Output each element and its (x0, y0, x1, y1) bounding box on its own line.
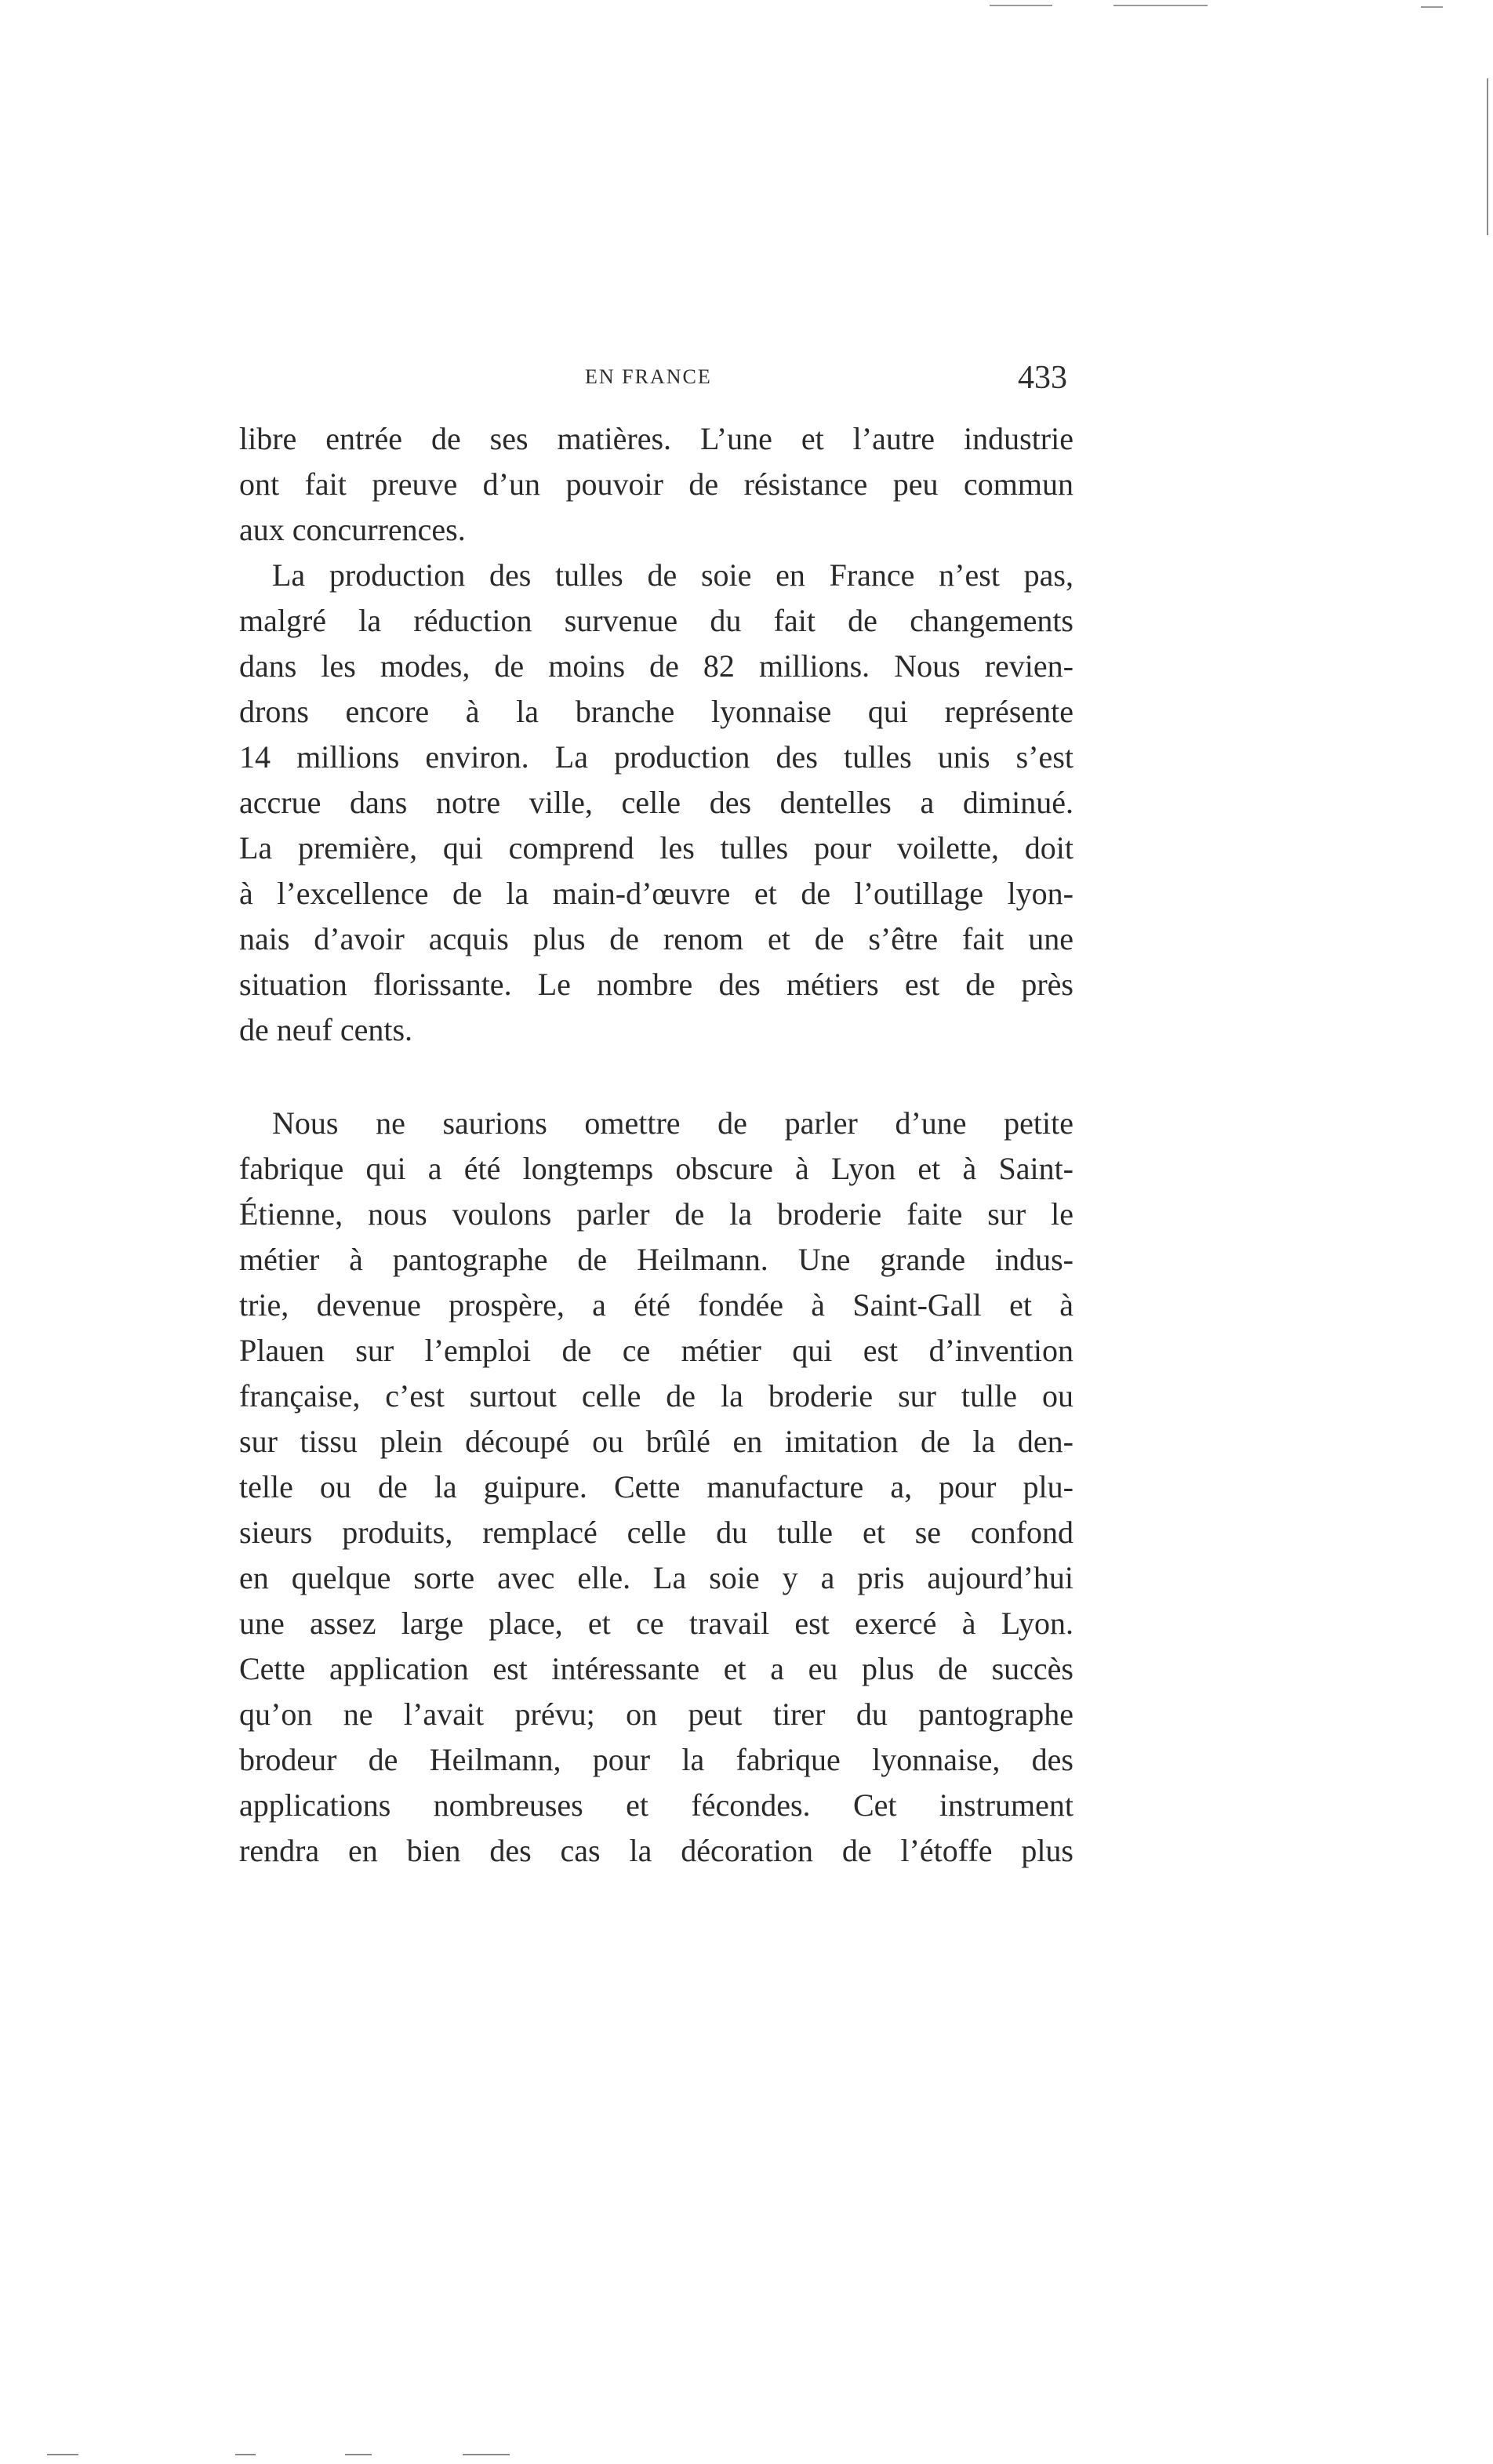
text-line: La production des tulles de soie en France n’est pas, (272, 557, 1073, 593)
scan-edge-mark (47, 2454, 78, 2455)
text-line: fabrique qui a été longtemps obscure à Lyon et à Saint- (239, 1151, 1073, 1186)
text-line: une assez large place, et ce travail est exercé à Lyon. (239, 1606, 1073, 1641)
text-line: aux concurrences. (239, 512, 466, 547)
text-line: situation florissante. Le nombre des métiers est de près (239, 967, 1073, 1002)
text-line: drons encore à la branche lyonnaise qui représente (239, 694, 1073, 729)
text-line: trie, devenue prospère, a été fondée à Saint-Gall et à (239, 1287, 1073, 1323)
scan-edge-mark (1487, 78, 1488, 235)
text-line: métier à pantographe de Heilmann. Une grande indus- (239, 1242, 1073, 1277)
text-line: ont fait preuve d’un pouvoir de résistance peu commun (239, 466, 1073, 502)
page-number: 433 (1018, 360, 1067, 396)
text-line: Cette application est intéressante et a eu plus de succès (239, 1651, 1073, 1686)
text-line: Étienne, nous voulons parler de la broderie faite sur le (239, 1196, 1073, 1232)
text-line: nais d’avoir acquis plus de renom et de s’être fait une (239, 921, 1073, 956)
scan-edge-mark (1421, 6, 1443, 8)
scan-edge-mark (345, 2454, 372, 2455)
text-line: Plauen sur l’emploi de ce métier qui est d’invention (239, 1333, 1073, 1368)
text-line: qu’on ne l’avait prévu; on peut tirer du pantographe (239, 1696, 1073, 1732)
text-line: 14 millions environ. La production des tulles unis s’est (239, 739, 1073, 775)
text-line: Nous ne saurions omettre de parler d’une petite (272, 1105, 1073, 1141)
paragraph-1 (239, 416, 1073, 1053)
text-line: libre entrée de ses matières. L’une et l’autre industrie (239, 421, 1073, 456)
text-line: accrue dans notre ville, celle des dentelles a diminué. (239, 785, 1073, 820)
text-line: La première, qui comprend les tulles pour voilette, doit (239, 830, 1073, 865)
text-line: à l’excellence de la main-d’œuvre et de l’outillage lyon- (239, 876, 1073, 911)
text-line: de neuf cents. (239, 1012, 413, 1047)
running-title: EN FRANCE (585, 365, 712, 388)
paragraph-2 (239, 1101, 1073, 1874)
text-line: sieurs produits, remplacé celle du tulle et se confond (239, 1515, 1073, 1550)
text-line: telle ou de la guipure. Cette manufacture a, pour plu- (239, 1469, 1073, 1504)
text-line: malgré la réduction survenue du fait de changements (239, 603, 1073, 638)
scan-edge-mark (1113, 5, 1208, 6)
text-line: dans les modes, de moins de 82 millions. Nous revien- (239, 648, 1073, 684)
text-line: française, c’est surtout celle de la broderie sur tulle ou (239, 1378, 1073, 1413)
text-line: brodeur de Heilmann, pour la fabrique lyonnaise, des (239, 1742, 1073, 1777)
scan-edge-mark (463, 2454, 510, 2455)
text-line: sur tissu plein découpé ou brûlé en imitation de la den- (239, 1424, 1073, 1459)
text-line: en quelque sorte avec elle. La soie y a pris aujourd’hui (239, 1560, 1073, 1595)
scan-edge-mark (235, 2454, 256, 2455)
text-line: applications nombreuses et fécondes. Cet instrument (239, 1787, 1073, 1823)
scan-edge-mark (990, 5, 1052, 6)
text-line: rendra en bien des cas la décoration de l’étoffe plus (239, 1833, 1073, 1868)
